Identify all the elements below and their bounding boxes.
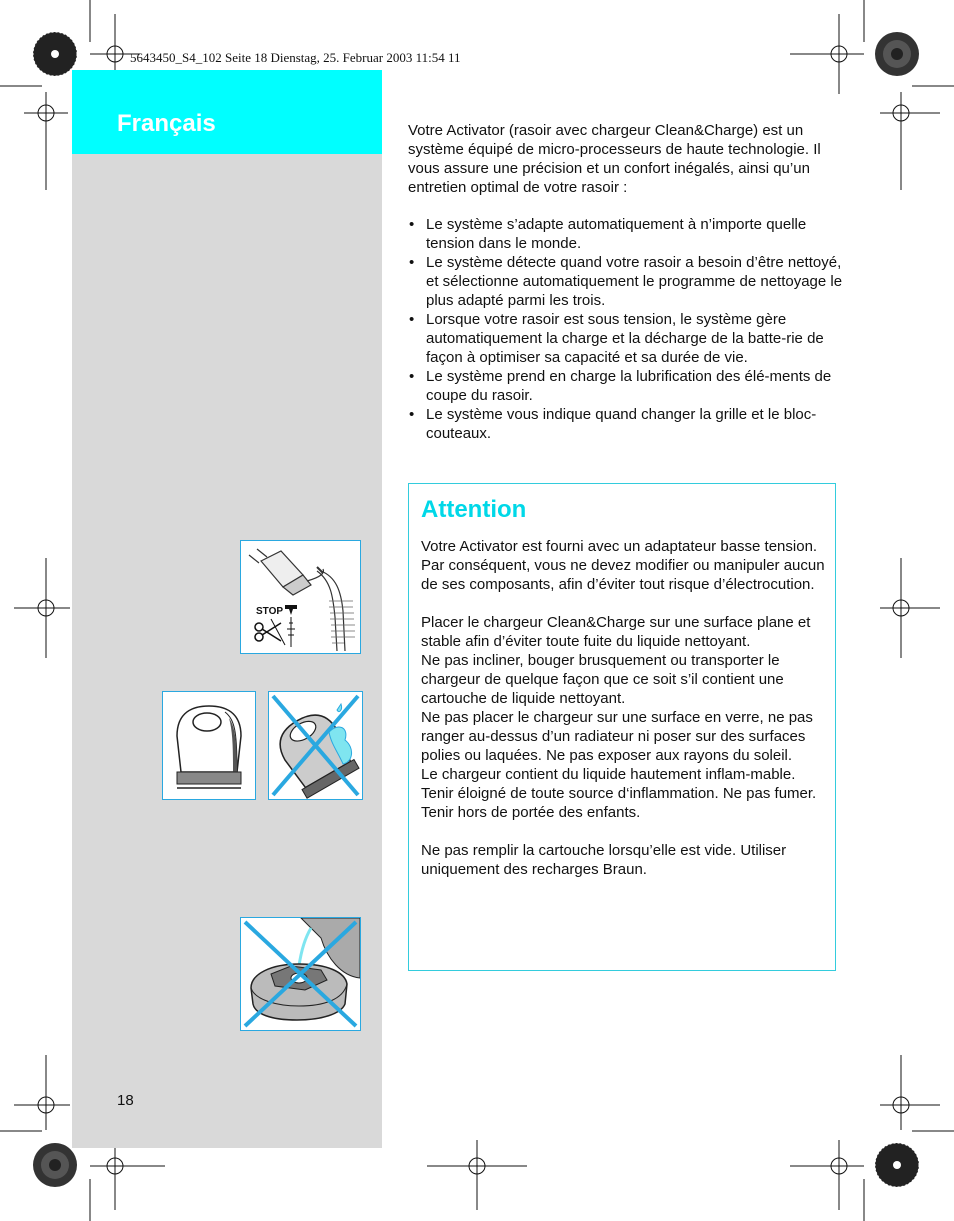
scissors-icon [255, 619, 285, 645]
radial-target-bottom-right [875, 1143, 919, 1187]
charger-tilted-illustration [269, 692, 362, 799]
stop-label: STOP [256, 606, 284, 617]
figure-refill-crossed [240, 917, 361, 1031]
feature-list [408, 215, 844, 443]
attention-paragraph: Placer le chargeur Clean&Charge sur une surface plane et stable afin d’éviter toute fuite du liquide nettoyant. Ne pas incliner, bouger brusquement ou transporter le chargeur de quelque façon que ce soit s’il contient une cartouche de liquide nettoyant. Ne pas placer le chargeur sur une surface en verre, ne pas ranger au-dessus d’un radiateur ni poser sur des surfaces polies ou laquées. Ne pas exposer aux rayons du soleil. Le chargeur contient du liquide hautement inflam-mable. Tenir éloigné de toute source d‘inflammation. Ne pas fumer. Tenir hors de portée des enfants. [421, 614, 817, 821]
attention-title: Attention [421, 496, 527, 523]
feature-item: • Le système vous indique quand changer la grille et le bloc-couteaux. [408, 405, 844, 443]
print-header: 5643450_S4_102 Seite 18 Dienstag, 25. Februar 2003 11:54 11 [130, 50, 461, 65]
figure-charger-upright [162, 691, 256, 800]
attention-paragraph: Ne pas remplir la cartouche lorsqu’elle est vide. Utiliser uniquement des recharges Braun. [421, 842, 787, 878]
figure-adapter-plug [240, 540, 361, 654]
page-number: 18 [117, 1092, 134, 1109]
language-title: Français [117, 110, 216, 137]
radial-target-top-left [33, 32, 77, 76]
attention-paragraph: Votre Activator est fourni avec un adaptateur basse tension. Par conséquent, vous ne devez modifier ou manipuler aucun de ses composants, afin d’éviter tout risque d’électrocution. [421, 538, 825, 593]
feature-item: • Le système détecte quand votre rasoir a besoin d’être nettoyé, et sélectionne automatiquement le programme de nettoyage le plus adapté parmi les trois. [408, 253, 844, 310]
radial-target-top-right [875, 32, 919, 76]
plug-illustration [241, 541, 360, 653]
radial-target-bottom-left [33, 1143, 77, 1187]
refill-illustration [241, 918, 360, 1030]
attention-body [421, 537, 829, 879]
feature-item: • Le système s’adapte automatiquement à n’importe quelle tension dans le monde. [408, 215, 844, 253]
feature-item: • Le système prend en charge la lubrification des élé-ments de coupe du rasoir. [408, 367, 844, 405]
intro-paragraph: Votre Activator (rasoir avec chargeur Clean&Charge) est un système équipé de micro-processeurs de haute technologie. Il vous assure une précision et un confort inégalés, ainsi qu’un entretien optimal de votre rasoir : [408, 122, 821, 196]
feature-item: • Lorsque votre rasoir est sous tension, le système gère automatiquement la charge et la décharge de la batte-rie de façon à optimiser sa capacité et sa durée de vie. [408, 310, 844, 367]
charger-upright-illustration [163, 692, 255, 799]
figure-charger-tilted-crossed [268, 691, 363, 800]
